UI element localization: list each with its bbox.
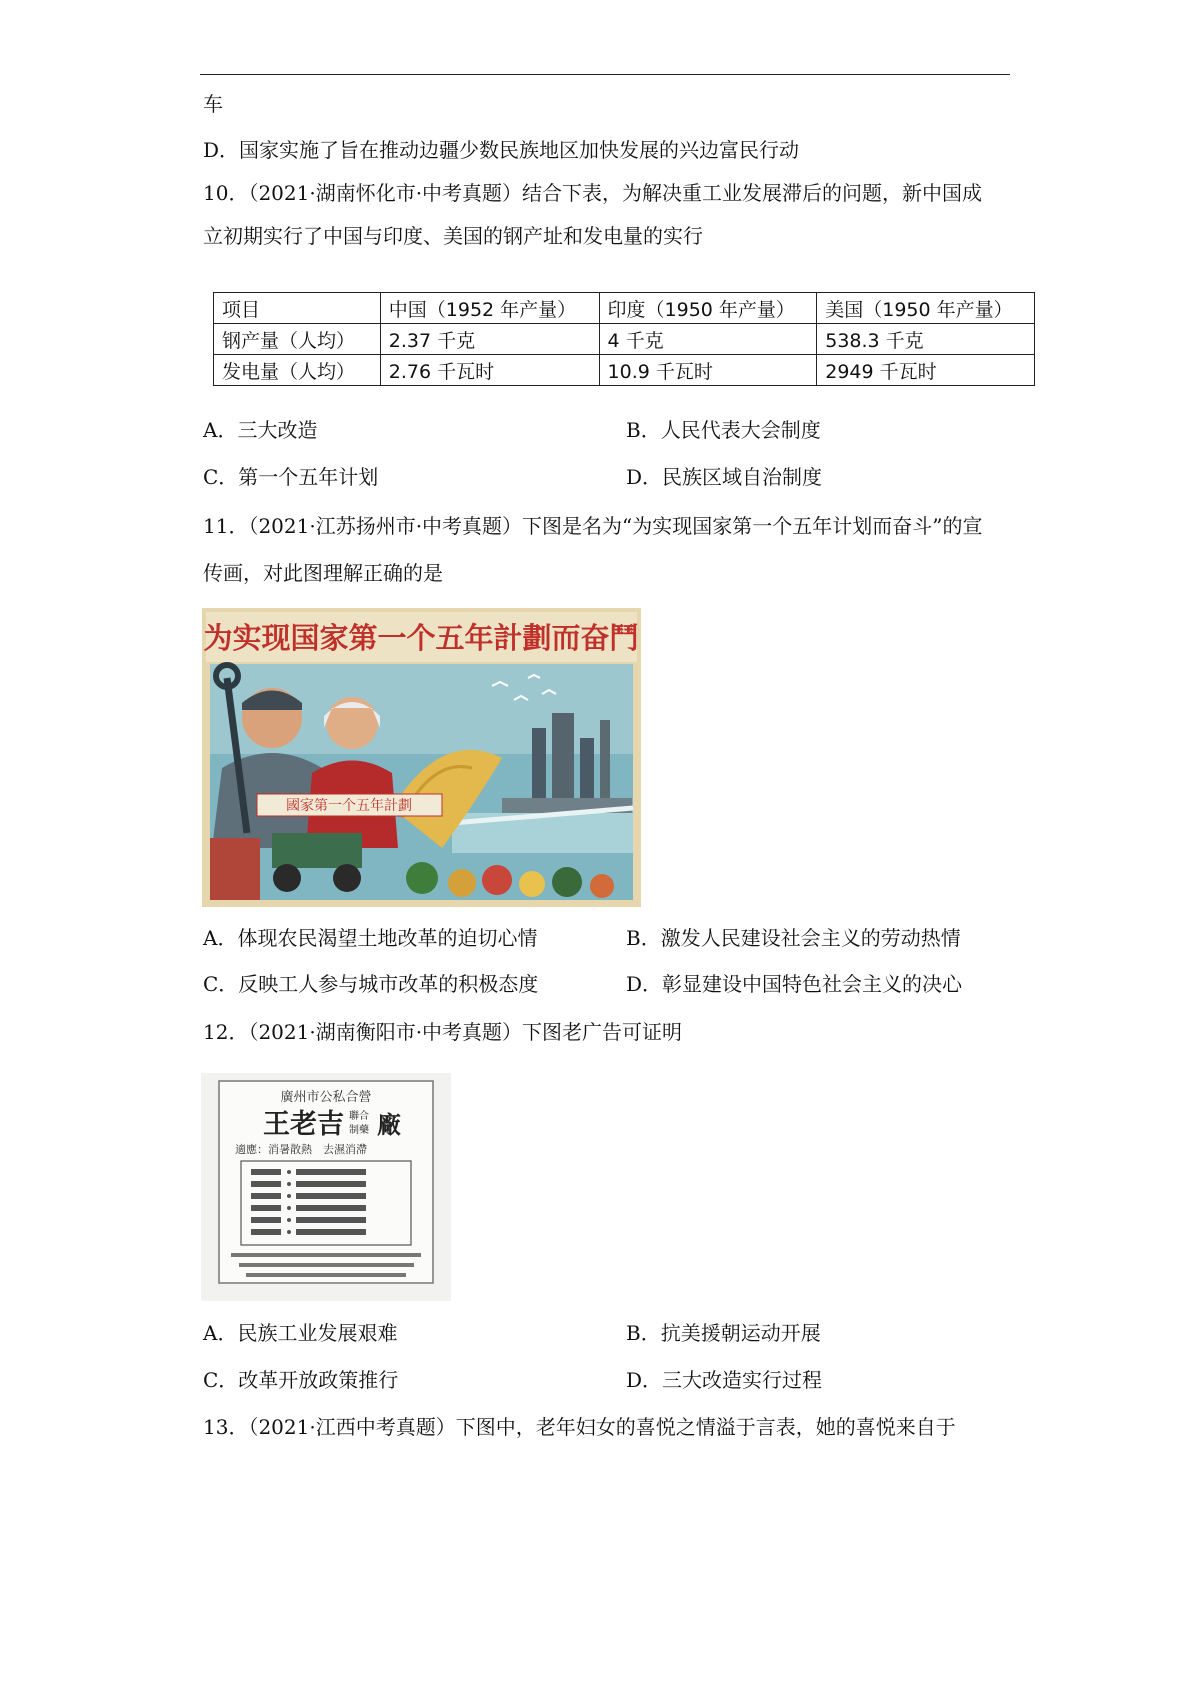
q13-stem: 13．（2021·江西中考真题）下图中，老年妇女的喜悦之情溢于言表，她的喜悦来自于 (203, 1415, 956, 1439)
table-cell: 中国（1952 年产量） (380, 293, 599, 324)
q10-stem-line1: 10．（2021·湖南怀化市·中考真题）结合下表，为解决重工业发展滞后的问题，新中国成 (203, 181, 983, 205)
table-cell: 项目 (214, 293, 381, 324)
table-cell: 发电量（人均） (214, 355, 381, 386)
q11-stem-line2: 传画，对此图理解正确的是 (203, 561, 443, 585)
q12-option-c: C．改革开放政策推行 (203, 1368, 399, 1392)
ad-small-text-1: 聯合 (349, 1111, 369, 1122)
q11-option-b: B．激发人民建设社会主义的劳动热情 (626, 926, 961, 950)
table-cell: 2949 千瓦时 (817, 355, 1035, 386)
q12-option-b: B．抗美援朝运动开展 (626, 1321, 821, 1345)
q10-option-a: A．三大改造 (203, 418, 318, 442)
table-header-row (214, 293, 1035, 324)
table-cell: 2.76 千瓦时 (380, 355, 599, 386)
table-row (214, 324, 1035, 355)
poster-banner-text: 为实现国家第一个五年計劃而奋鬥 (203, 621, 639, 655)
table-cell: 2.37 千克 (380, 324, 599, 355)
table-row (214, 355, 1035, 386)
q10-option-d: D．民族区域自治制度 (626, 465, 823, 489)
ad-factory-char: 廠 (377, 1110, 401, 1139)
propaganda-poster-image (202, 608, 641, 907)
table-cell: 538.3 千克 (817, 324, 1035, 355)
q12-option-a: A．民族工业发展艰难 (203, 1321, 398, 1345)
table-cell: 印度（1950 年产量） (599, 293, 817, 324)
table-cell: 10.9 千瓦时 (599, 355, 817, 386)
q12-option-d: D．三大改造实行过程 (626, 1368, 823, 1392)
production-table (213, 292, 1035, 386)
ad-small-text-2: 制藥 (349, 1125, 369, 1136)
continuation-text: 车 (203, 92, 223, 116)
table-cell: 钢产量（人均） (214, 324, 381, 355)
q12-stem: 12．（2021·湖南衡阳市·中考真题）下图老广告可证明 (203, 1020, 683, 1044)
q10-option-c: C．第一个五年计划 (203, 465, 379, 489)
q11-option-c: C．反映工人参与城市改革的积极态度 (203, 972, 539, 996)
header-rule (200, 74, 1010, 75)
q11-option-a: A．体现农民渴望土地改革的迫切心情 (203, 926, 538, 950)
q10-stem-line2: 立初期实行了中国与印度、美国的钢产址和发电量的实行 (203, 224, 703, 248)
q10-option-b: B．人民代表大会制度 (626, 418, 821, 442)
poster-sign-text: 國家第一个五年計劃 (286, 798, 412, 814)
table-cell: 美国（1950 年产量） (817, 293, 1035, 324)
table-cell: 4 千克 (599, 324, 817, 355)
q9-option-d: D．国家实施了旨在推动边疆少数民族地区加快发展的兴边富民行动 (203, 138, 800, 162)
q11-stem-line1: 11．（2021·江苏扬州市·中考真题）下图是名为“为实现国家第一个五年计划而奋斗”的宣 (203, 514, 983, 538)
ad-usage-text: 適應：消暑散熱 去濕消滯 (235, 1143, 367, 1156)
old-advertisement-image (201, 1073, 451, 1301)
q11-option-d: D．彰显建设中国特色社会主义的决心 (626, 972, 963, 996)
ad-top-text: 廣州市公私合營 (280, 1090, 372, 1105)
ad-brand-name: 王老吉 (263, 1109, 344, 1140)
